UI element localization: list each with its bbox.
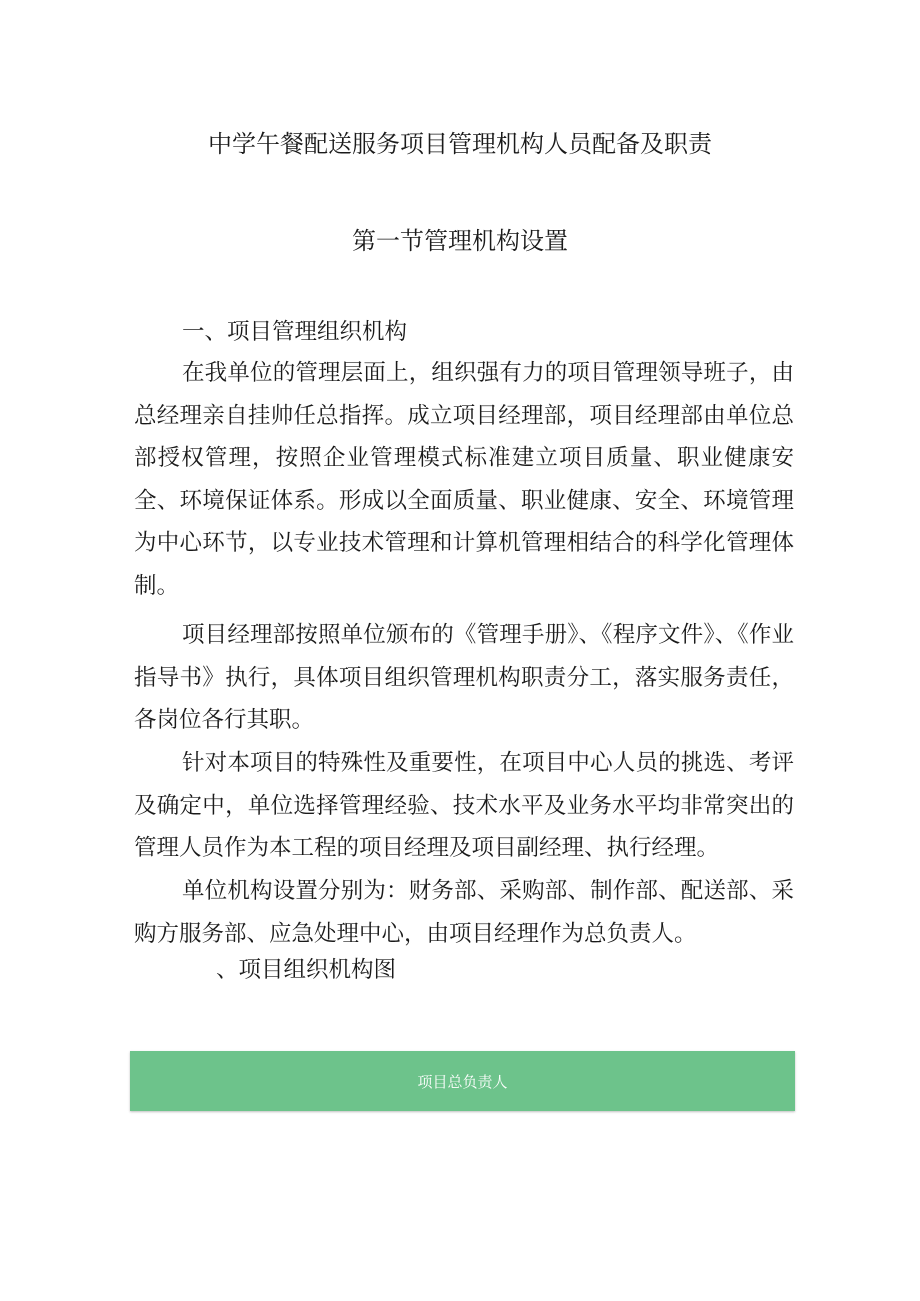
paragraph-management-team: 在我单位的管理层面上，组织强有力的项目管理领导班子，由总经理亲自挂帅任总指挥。成立项目经理部，项目经理部由单位总部授权管理，按照企业管理模式标准建立项目质量、职业健康安全、环境保证体系。形成以全面质量、职业健康、安全、环境管理为中心环节，以专业技术管理和计算机管理相结合的科学化管理体制。	[134, 360, 794, 599]
paragraph-manuals: 项目经理部按照单位颁布的《管理手册》、《程序文件》、《作业指导书》执行，具体项目组织管理机构职责分工，落实服务责任，各岗位各行其职。	[134, 622, 794, 733]
paragraph-personnel-selection: 针对本项目的特殊性及重要性，在项目中心人员的挑选、考评及确定中，单位选择管理经验、技术水平及业务水平均非常突出的管理人员作为本工程的项目经理及项目副经理、执行经理。	[134, 750, 794, 861]
document-title: 中学午餐配送服务项目管理机构人员配备及职责	[208, 130, 712, 158]
section-title: 第一节管理机构设置	[352, 227, 568, 255]
subsection-heading-org-chart: 、项目组织机构图	[216, 957, 397, 983]
org-chart-top-box	[130, 1051, 795, 1111]
subsection-heading-org-structure: 一、项目管理组织机构	[182, 319, 408, 345]
org-chart-top-box-label: 项目总负责人	[417, 1072, 508, 1091]
paragraph-departments: 单位机构设置分别为：财务部、采购部、制作部、配送部、采购方服务部、应急处理中心，由项目经理作为总负责人。	[134, 878, 794, 947]
